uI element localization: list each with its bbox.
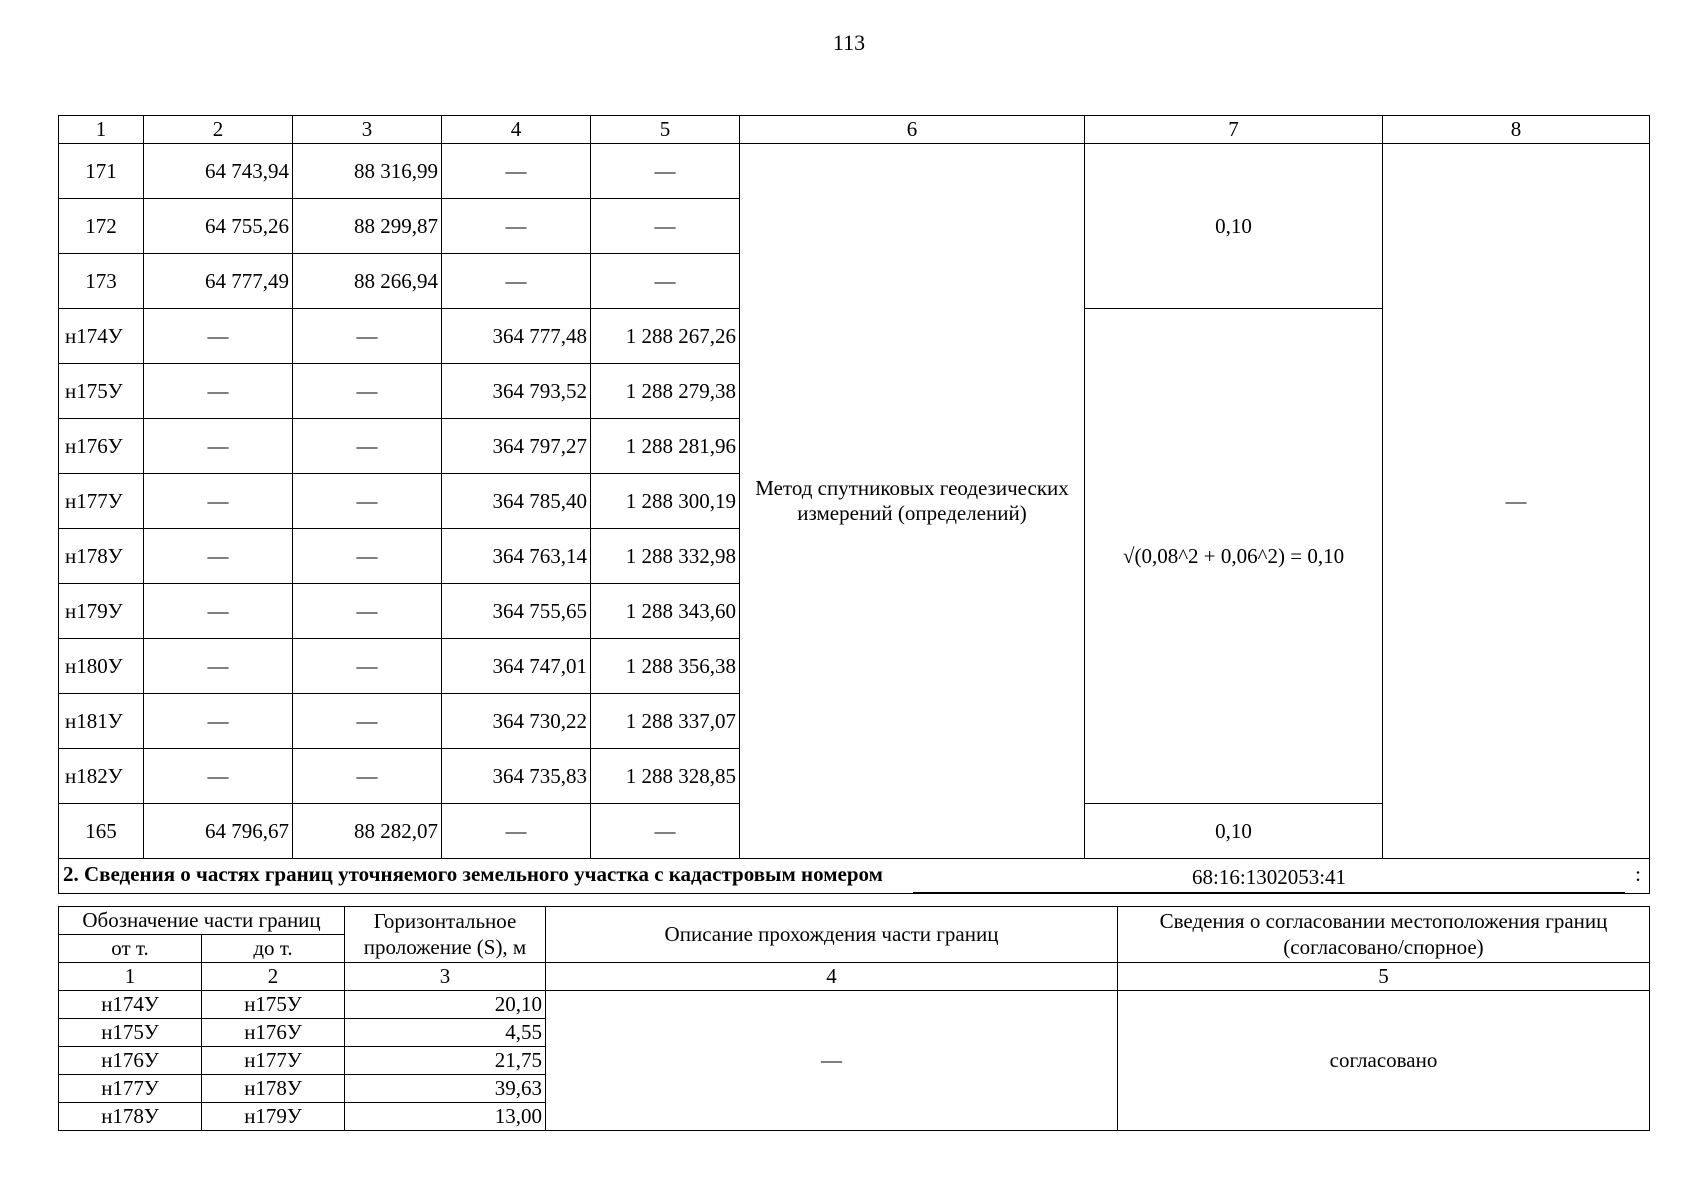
coordinate-c2: — <box>144 474 293 529</box>
point-id: н174У <box>59 309 144 364</box>
coordinate-c4: 364 747,01 <box>442 639 591 694</box>
method-cell: Метод спутниковых геодезических измерений (определений) <box>740 144 1085 859</box>
coordinate-c3: 88 316,99 <box>293 144 442 199</box>
coordinate-c4: 364 730,22 <box>442 694 591 749</box>
column-number: 5 <box>591 116 740 144</box>
coordinate-c5: — <box>591 199 740 254</box>
column-number: 4 <box>546 963 1118 991</box>
coordinate-c3: — <box>293 419 442 474</box>
column-number: 6 <box>740 116 1085 144</box>
coordinate-c4: 364 763,14 <box>442 529 591 584</box>
coordinate-c4: 364 785,40 <box>442 474 591 529</box>
to-point: н179У <box>202 1103 345 1131</box>
coordinate-c4: 364 755,65 <box>442 584 591 639</box>
coordinate-c3: 88 282,07 <box>293 804 442 859</box>
to-point: н176У <box>202 1019 345 1047</box>
accuracy-bottom: 0,10 <box>1085 804 1383 859</box>
point-id: н182У <box>59 749 144 804</box>
header-part-designation: Обозначение части границ <box>59 907 345 935</box>
horizontal-distance: 13,00 <box>345 1103 546 1131</box>
coordinate-c5: — <box>591 144 740 199</box>
horizontal-distance: 20,10 <box>345 991 546 1019</box>
from-point: н174У <box>59 991 202 1019</box>
horizontal-distance: 4,55 <box>345 1019 546 1047</box>
coordinate-c5: 1 288 300,19 <box>591 474 740 529</box>
coordinate-c3: — <box>293 364 442 419</box>
coordinate-c5: 1 288 267,26 <box>591 309 740 364</box>
to-point: н177У <box>202 1047 345 1075</box>
point-id: н181У <box>59 694 144 749</box>
coordinate-c2: — <box>144 419 293 474</box>
column-number: 2 <box>144 116 293 144</box>
column-number-row <box>59 963 1650 991</box>
from-point: н176У <box>59 1047 202 1075</box>
boundary-parts-table <box>58 906 1650 1131</box>
accuracy-top: 0,10 <box>1085 144 1383 309</box>
boundary-points-table <box>58 115 1650 894</box>
to-point: н178У <box>202 1075 345 1103</box>
coordinate-c3: — <box>293 309 442 364</box>
coordinate-c5: 1 288 279,38 <box>591 364 740 419</box>
column-number: 7 <box>1085 116 1383 144</box>
point-id: 171 <box>59 144 144 199</box>
cadastral-number: 68:16:1302053:41 <box>913 865 1625 893</box>
coordinate-c4: 364 777,48 <box>442 309 591 364</box>
coordinate-c5: 1 288 332,98 <box>591 529 740 584</box>
from-point: н178У <box>59 1103 202 1131</box>
column-number-row <box>59 116 1650 144</box>
header-description: Описание прохождения части границ <box>546 907 1118 963</box>
coordinate-c3: — <box>293 474 442 529</box>
coordinate-c2: 64 743,94 <box>144 144 293 199</box>
coordinate-c3: — <box>293 584 442 639</box>
horizontal-distance: 21,75 <box>345 1047 546 1075</box>
coordinate-c2: — <box>144 309 293 364</box>
accuracy-formula: √(0,08^2 + 0,06^2) = 0,10 <box>1085 309 1383 804</box>
header-from-point: от т. <box>59 935 202 963</box>
coordinate-c2: — <box>144 749 293 804</box>
coordinate-c2: — <box>144 639 293 694</box>
section-title: 2. Сведения о частях границ уточняемого земельного участка с кадастровым номером <box>63 862 883 886</box>
coordinate-c5: 1 288 356,38 <box>591 639 740 694</box>
column8-cell: — <box>1383 144 1650 859</box>
coordinate-c2: — <box>144 584 293 639</box>
header-horizontal-distance: Горизонтальное проложение (S), м <box>345 907 546 963</box>
point-id: 173 <box>59 254 144 309</box>
coordinate-c3: — <box>293 694 442 749</box>
coordinate-c4: 364 735,83 <box>442 749 591 804</box>
coordinate-c5: 1 288 343,60 <box>591 584 740 639</box>
column-number: 3 <box>345 963 546 991</box>
header-agreement: Сведения о согласовании местоположения границ (согласовано/спорное) <box>1118 907 1650 963</box>
column-number: 3 <box>293 116 442 144</box>
coordinate-c2: — <box>144 694 293 749</box>
coordinate-c5: 1 288 337,07 <box>591 694 740 749</box>
from-point: н175У <box>59 1019 202 1047</box>
coordinate-c3: — <box>293 529 442 584</box>
coordinate-c4: 364 793,52 <box>442 364 591 419</box>
section-heading-row <box>59 859 1650 894</box>
coordinate-c2: 64 755,26 <box>144 199 293 254</box>
point-id: 172 <box>59 199 144 254</box>
from-point: н177У <box>59 1075 202 1103</box>
column-number: 1 <box>59 963 202 991</box>
coordinate-c2: — <box>144 529 293 584</box>
coordinate-c4: — <box>442 199 591 254</box>
column-number: 2 <box>202 963 345 991</box>
column-number: 4 <box>442 116 591 144</box>
agreement-cell: согласовано <box>1118 991 1650 1131</box>
point-id: н177У <box>59 474 144 529</box>
coordinate-c4: — <box>442 804 591 859</box>
point-id: 165 <box>59 804 144 859</box>
coordinate-c2: 64 777,49 <box>144 254 293 309</box>
coordinate-c4: — <box>442 254 591 309</box>
section-heading <box>59 859 1650 894</box>
column-number: 8 <box>1383 116 1650 144</box>
page-number: 113 <box>832 30 866 55</box>
column-number: 5 <box>1118 963 1650 991</box>
point-id: н178У <box>59 529 144 584</box>
coordinate-c3: — <box>293 639 442 694</box>
coordinate-c2: 64 796,67 <box>144 804 293 859</box>
table-row <box>59 991 1650 1019</box>
coordinate-c4: 364 797,27 <box>442 419 591 474</box>
coordinate-c5: — <box>591 804 740 859</box>
coordinate-c5: 1 288 281,96 <box>591 419 740 474</box>
point-id: н180У <box>59 639 144 694</box>
coordinate-c2: — <box>144 364 293 419</box>
coordinate-c5: — <box>591 254 740 309</box>
coordinate-c3: — <box>293 749 442 804</box>
point-id: н175У <box>59 364 144 419</box>
point-id: н176У <box>59 419 144 474</box>
coordinate-c5: 1 288 328,85 <box>591 749 740 804</box>
column-number: 1 <box>59 116 144 144</box>
table-row <box>59 144 1650 199</box>
horizontal-distance: 39,63 <box>345 1075 546 1103</box>
description-cell: — <box>546 991 1118 1131</box>
section-colon: : <box>1635 862 1641 886</box>
coordinate-c3: 88 299,87 <box>293 199 442 254</box>
point-id: н179У <box>59 584 144 639</box>
to-point: н175У <box>202 991 345 1019</box>
section-heading-inner <box>63 859 1649 893</box>
coordinate-c3: 88 266,94 <box>293 254 442 309</box>
header-to-point: до т. <box>202 935 345 963</box>
coordinate-c4: — <box>442 144 591 199</box>
